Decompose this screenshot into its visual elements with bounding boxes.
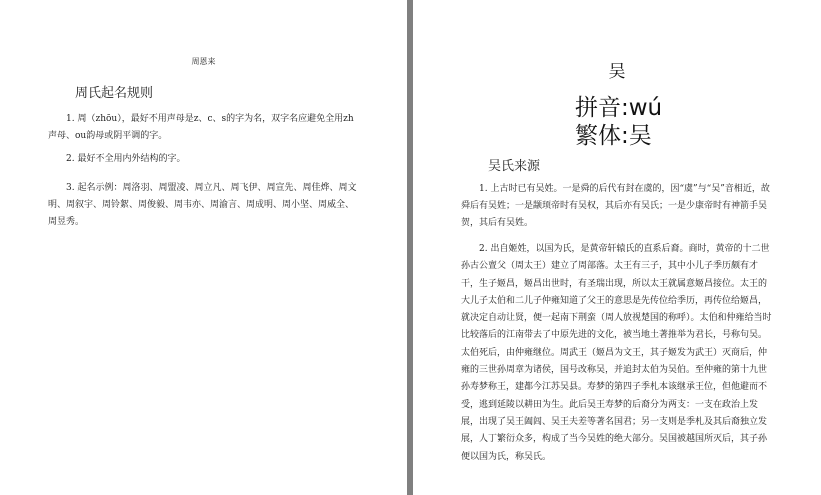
page-header: 周恩来: [191, 57, 216, 66]
pinyin-line: 拼音:wú: [575, 95, 663, 121]
document-page-left: [0, 0, 407, 495]
surname-character: 吴: [608, 62, 626, 82]
document-page-right: [413, 0, 821, 495]
paragraph-origin-1: 1. 上古时已有吴姓。一是舜的后代有封在虞的，因“虞”与“吴”音相近，故舜后有吴姓；一是颛顼帝时有吴权，其后亦有吴氏；一是少康帝时有神箭手吴贺，其后有吴姓。: [461, 184, 770, 228]
traditional-line: 繁体:吴: [575, 123, 652, 149]
section-title: 吴氏来源: [488, 159, 541, 174]
paragraph-rule-3: 3. 起名示例：周洛羽、周盟凌、周立凡、周飞伊、周宣先、周佳烨、周文明、周叙宇、周铃絮、周俊毅、周韦亦、周渝言、周成明、周小坚、周威全、周昱秀。: [48, 183, 357, 227]
section-title: 周氏起名规则: [75, 86, 154, 101]
paragraph-rule-1: 1. 周（zhōu），最好不用声母是z、c、s的字为名，双字名应避免全用zh声母、ou韵母或阴平调的字。: [48, 114, 354, 141]
paragraph-rule-2: 2. 最好不全用内外结构的字。: [66, 154, 186, 164]
paragraph-origin-2: 2. 出自姬姓，以国为氏，是黄帝轩辕氏的直系后裔。商时，黄帝的十二世孙古公亶父（周太王）建立了周部落。太王有三子，其中小儿子季历颇有才干，生子姬昌，姬昌出世时，有圣瑞出现，所以太王就属意姬昌接位。太王的大儿子太伯和二儿子仲雍知道了父王的意思是先传位给季历，再传位给姬昌，就决定自动让贤，便一起南下荆蛮（周人放视楚国的称呼）。太伯和仲雍给当时比较落后的江南带去了中原先进的文化，被当地土著推举为君长，号称句吴。太伯死后，由仲雍继位。周武王（姬昌为文王，其子姬发为武王）灭商后，仲雍的三世孙周章为诸侯，国号改称吴，并追封太伯为吴伯。至仲雍的第十九世孙寿梦称王，建都今江苏吴县。寿梦的第四子季札本该继承王位，但他避而不受，逃到延陵以耕田为生。此后吴王寿梦的后裔分为两支：一支在政治上发展，出现了吴王阖闾、吴王夫差等著名国君；另一支则是季札及其后裔独立发展，人丁繁衍众多，构成了当今吴姓的绝大部分。吴国被越国所灭后，其子孙便以国为氏，称吴氏。: [461, 244, 772, 462]
